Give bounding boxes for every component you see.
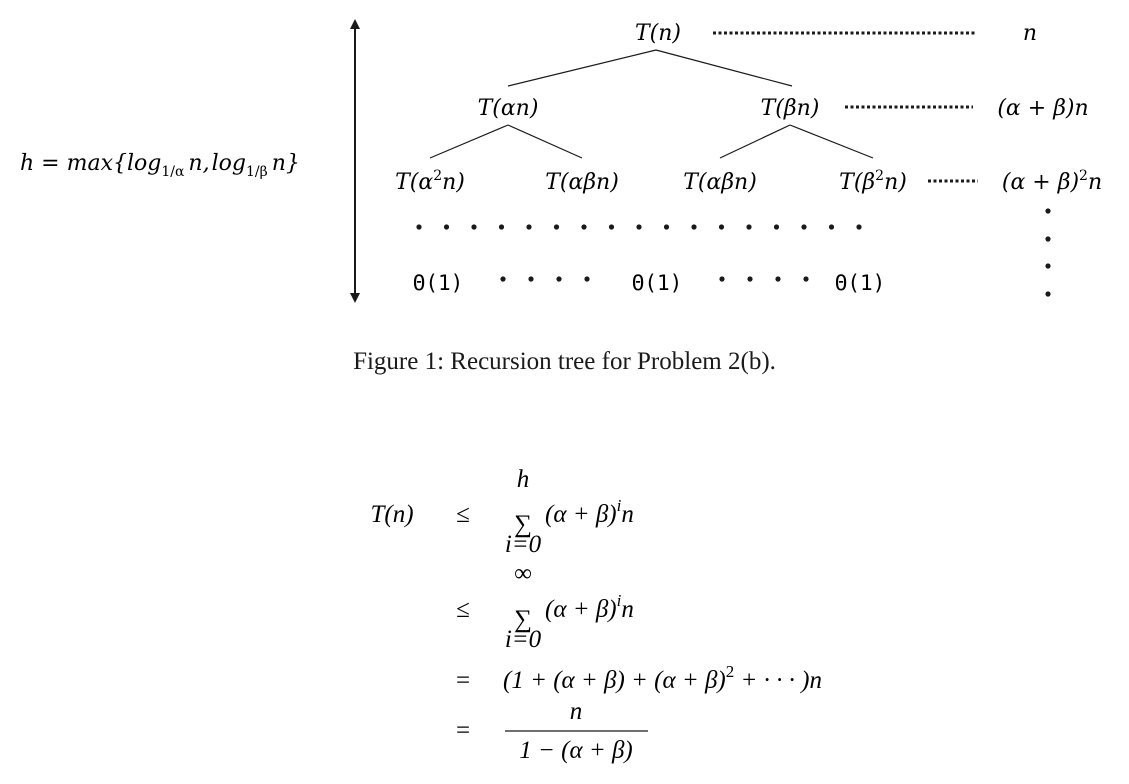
ellipsis-dot [801,224,806,229]
ellipsis-dot [719,224,724,229]
sigma-2: ∑ [514,606,532,633]
ellipsis-dot [774,224,779,229]
tree-node-root: T(n) [634,21,682,46]
tree-height-label: $h = \max\{\log_{1/\alpha}$ $n,\log_{1/\beta}$ n} [20,151,300,180]
ellipsis-dot [775,276,780,281]
ellipsis-dot [747,276,752,281]
tree-node-beta-squared-n: $T(\beta^2n)$ [839,168,907,195]
ellipsis-dot [1045,208,1050,213]
relation-3: = [455,667,471,694]
edge-alpha-right [508,125,582,158]
sum-lower-2: i=0 [504,626,542,653]
edge-beta-right [790,125,873,158]
fraction-denominator: 1 − (α + β) [519,737,633,764]
ellipsis-dot [556,276,561,281]
sum-upper-h: h [516,466,530,493]
ellipsis-dot [444,224,449,229]
sum-lower-1: i=0 [504,531,542,558]
edge-alpha-left [430,125,508,158]
level-2-cost: $(\alpha + \beta)^2n$ [1001,168,1103,195]
ellipsis-dot [691,224,696,229]
ellipsis-dot [499,224,504,229]
derivation-lhs: T(n) [370,501,414,528]
ellipsis-dot [526,224,531,229]
relation-1: ≤ [456,501,470,528]
ellipsis-dot [554,224,559,229]
ellipsis-dot [856,224,861,229]
level-0-cost: n [1022,21,1038,46]
ellipsis-dot [1045,263,1050,268]
ellipsis-dot [471,224,476,229]
ellipsis-dot [664,224,669,229]
figure-caption: Figure 1: Recursion tree for Problem 2(b). [353,348,776,375]
ellipsis-dot [416,224,421,229]
ellipsis-dot [584,276,589,281]
level-1-cost: (α + β)n [997,96,1089,121]
relation-4: = [455,717,471,744]
sigma-1: ∑ [514,511,532,538]
tree-node-alpha-beta-n-right: T(αβn) [683,170,757,195]
tree-node-beta-n: T(βn) [760,96,820,121]
ellipsis-dots-vertical [1045,208,1050,296]
fraction-numerator: n [569,698,583,725]
ellipsis-dots-row [416,224,861,229]
ellipsis-dot [746,224,751,229]
geometric-series-expansion: ($1 + (\alpha + \beta) + (\alpha + \beta)^2$ + · · · )n [503,662,822,694]
ellipsis-dot [609,224,614,229]
tree-node-alpha-n: T(αn) [477,96,539,121]
summand-1: $(\alpha + \beta)^in$ [545,496,634,528]
leaf-theta-1-right: Θ(1) [834,271,886,295]
tree-node-alpha-beta-n-left: T(αβn) [545,170,619,195]
ellipsis-dot [719,276,724,281]
ellipsis-dot [636,224,641,229]
sum-upper-infinity: ∞ [514,560,532,587]
edge-root-left [508,50,656,86]
edge-beta-left [720,125,790,158]
edge-root-right [656,50,792,86]
ellipsis-dot [1045,236,1050,241]
relation-2: ≤ [456,596,470,623]
ellipsis-dot [500,276,505,281]
ellipsis-dot [829,224,834,229]
leaf-theta-1-middle: Θ(1) [631,271,683,295]
tree-node-alpha-squared-n: $T(\alpha^2n)$ [395,168,465,195]
leaf-theta-1-left: Θ(1) [412,271,464,295]
ellipsis-dot [1045,291,1050,296]
summand-2: $(\alpha + \beta)^in$ [545,591,634,623]
ellipsis-dot [803,276,808,281]
ellipsis-dot [581,224,586,229]
ellipsis-dot [528,276,533,281]
